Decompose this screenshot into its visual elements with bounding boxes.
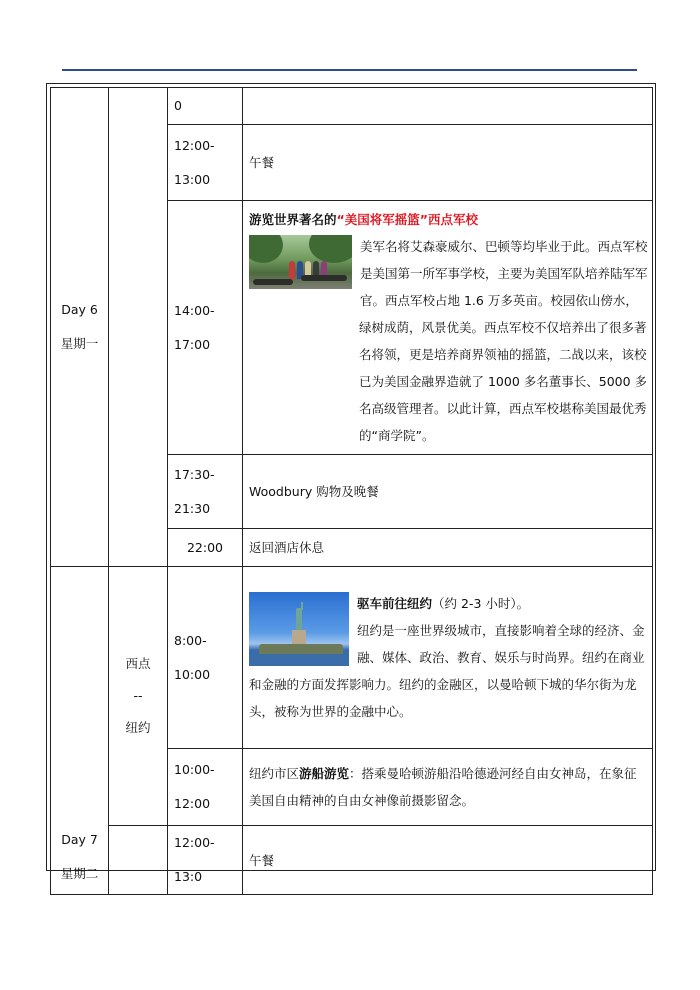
desc-cell: Woodbury 购物及晚餐 [243, 455, 653, 529]
weekday-label: 星期二 [60, 866, 99, 881]
desc-cell [243, 567, 653, 749]
desc-cell: 纽约市区游船游览：搭乘曼哈顿游船沿哈德逊河经自由女神岛，在象征美国自由精神的自由女神像前摄影留念。 [243, 749, 653, 826]
itinerary-table [50, 87, 653, 895]
table-row [51, 826, 653, 895]
new-york-description: 纽约是一座世界级城市，直接影响着全球的经济、金融、媒体、政治、教育、娱乐与时尚界。纽约在商业和金融的方面发挥影响力。纽约的金融区，以曼哈顿下城的华尔街为龙头，被称为世界的金融中心。 [249, 623, 645, 719]
west-point-description: 美军名将艾森豪威尔、巴顿等均毕业于此。西点军校是美国第一所军事学校，主要为美国军队培养陆军军官。西点军校占地 1.6 万多英亩。校园依山傍水，绿树成荫，风景优美。西点军校不仅培养出了很多著名将领，更是培养商界领袖的摇篮，二战以来，该校已为美国金融界造就了 1000 多名董事长、5000 多名高级管理者。以此计算，西点军校堪称美国最优秀的“商学院”。 [359, 239, 648, 443]
section-heading: 游览世界著名的“美国将军摇篮”西点军校 [249, 212, 478, 227]
cruise-description: ：搭乘曼哈顿游船沿哈德逊河经自由女神岛，在象征美国自由精神的自由女神像前摄影留念。 [249, 766, 637, 808]
header-rule [62, 69, 637, 71]
day-cell [51, 88, 109, 567]
time-cell: 0 [168, 88, 243, 125]
time-cell: 14:00-17:00 [168, 201, 243, 455]
statue-of-liberty-photo [249, 592, 349, 666]
time-cell: 12:00-13:0 [168, 826, 243, 895]
west-point-cannons-photo [249, 235, 352, 289]
day-cell [51, 567, 109, 895]
itinerary-frame [46, 83, 656, 884]
time-cell: 17:30-21:30 [168, 455, 243, 529]
time-cell: 8:00-10:00 [168, 567, 243, 749]
route-cell [109, 88, 168, 567]
desc-cell: 午餐 [243, 826, 653, 895]
weekday-label: 星期一 [60, 336, 99, 351]
route-to: 纽约 [125, 720, 151, 735]
desc-cell [243, 201, 653, 455]
highlight-text: “美国将军摇篮” [336, 212, 428, 227]
section-heading: 驱车前往纽约（约 2-3 小时）。 [357, 596, 530, 611]
route-separator: -- [133, 688, 143, 703]
desc-cell [243, 88, 653, 125]
table-row [51, 567, 653, 749]
desc-cell: 返回酒店休息 [243, 529, 653, 567]
route-cell [109, 826, 168, 895]
time-cell: 12:00-13:00 [168, 125, 243, 201]
table-row [51, 88, 653, 125]
route-cell [109, 567, 168, 826]
route-from: 西点 [125, 656, 151, 671]
time-cell: 22:00 [168, 529, 243, 567]
day-label: Day 6 [61, 302, 98, 317]
desc-cell: 午餐 [243, 125, 653, 201]
time-cell: 10:00-12:00 [168, 749, 243, 826]
day-label: Day 7 [61, 832, 98, 847]
